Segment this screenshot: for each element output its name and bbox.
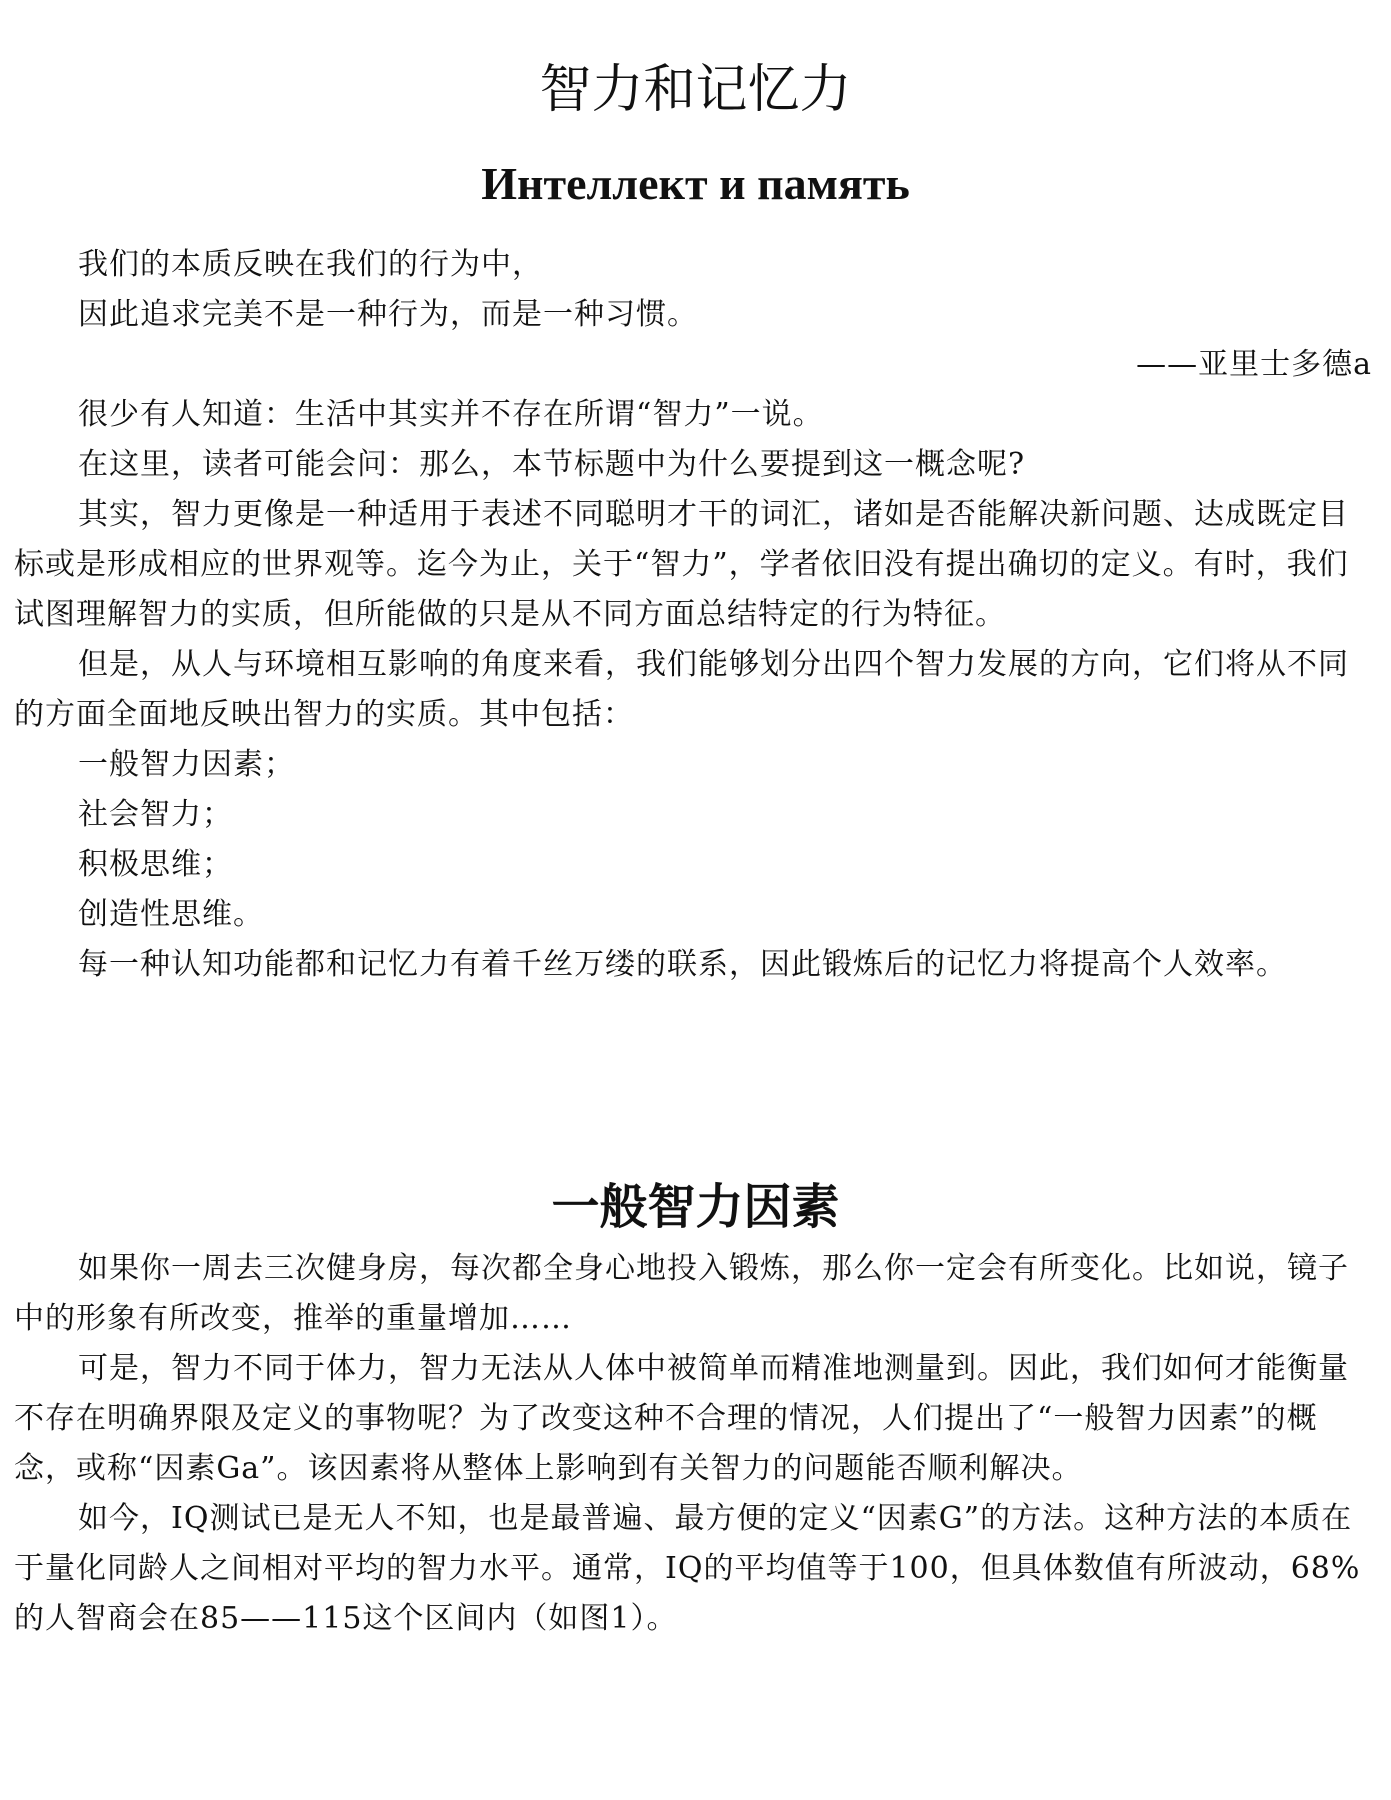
paragraph: 如今，IQ测试已是无人不知，也是最普遍、最方便的定义“因素G”的方法。这种方法的本质在于量化同龄人之间相对平均的智力水平。通常，IQ的平均值等于100，但具体数值有所波动，68%的人智商会在85——115这个区间内（如图1）。 <box>14 1501 1361 1636</box>
paragraph: 但是，从人与环境相互影响的角度来看，我们能够划分出四个智力发展的方向，它们将从不同的方面全面地反映出智力的实质。其中包括： <box>14 647 1349 732</box>
epigraph-attribution: ——亚里士多德a <box>1136 347 1372 382</box>
section-text-block <box>14 1244 1374 1644</box>
epigraph-line: 因此追求完美不是一种行为，而是一种习惯。 <box>78 297 698 332</box>
paragraph: 在这里，读者可能会问：那么，本节标题中为什么要提到这一概念呢? <box>78 447 1026 482</box>
section-title: 一般智力因素 <box>551 1178 840 1235</box>
chapter-title-chinese: 智力和记忆力 <box>539 59 852 120</box>
paragraph: 可是，智力不同于体力，智力无法从人体中被简单而精准地测量到。因此，我们如何才能衡量不存在明确界限及定义的事物呢？为了改变这种不合理的情况，人们提出了“一般智力因素”的概念，或称“因素Ga”。该因素将从整体上影响到有关智力的问题能否顺利解决。 <box>14 1351 1349 1486</box>
epigraph-line: 我们的本质反映在我们的行为中， <box>78 247 543 282</box>
chapter-title-russian: Интеллект и память <box>481 158 910 210</box>
intro-text-block <box>14 240 1374 990</box>
paragraph: 如果你一周去三次健身房，每次都全身心地投入锻炼，那么你一定会有所变化。比如说，镜子中的形象有所改变，推举的重量增加…… <box>14 1251 1349 1336</box>
list-item: 一般智力因素； <box>78 747 295 782</box>
list-item: 创造性思维。 <box>78 897 264 932</box>
list-item: 积极思维； <box>78 847 233 882</box>
paragraph: 每一种认知功能都和记忆力有着千丝万缕的联系，因此锻炼后的记忆力将提高个人效率。 <box>78 947 1287 982</box>
paragraph: 其实，智力更像是一种适用于表述不同聪明才干的词汇，诸如是否能解决新问题、达成既定目标或是形成相应的世界观等。迄今为止，关于“智力”，学者依旧没有提出确切的定义。有时，我们试图理解智力的实质，但所能做的只是从不同方面总结特定的行为特征。 <box>14 497 1349 632</box>
list-item: 社会智力； <box>78 797 233 832</box>
paragraph: 很少有人知道：生活中其实并不存在所谓“智力”一说。 <box>78 397 824 432</box>
